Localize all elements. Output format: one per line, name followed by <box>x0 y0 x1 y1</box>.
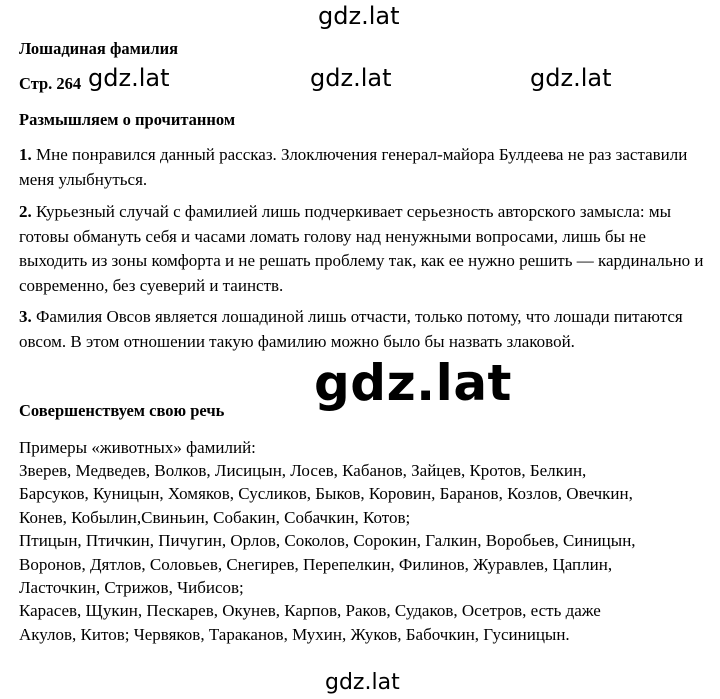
examples-line: Зверев, Медведев, Волков, Лисицын, Лосев, Кабанов, Зайцев, Кротов, Белкин, <box>19 461 587 480</box>
answer-2-text: Курьезный случай с фамилией лишь подчеркивает серьезность авторского замысла: мы готовы обмануть себя и часами ломать голову над ненужными вопросами, лишь бы не выходить из зоны комфорта и не решать проблему так, как ее нужно решить — кардинально и современно, без суеверий и таинств. <box>19 202 704 295</box>
examples-line: Ласточкин, Стрижов, Чибисов; <box>19 578 244 598</box>
examples-line: Барсуков, Куницын, Хомяков, Сусликов, Быков, Коровин, Баранов, Козлов, Овечкин, <box>19 484 633 504</box>
examples-line: Конев, Кобылин,Свиньин, Собакин, Собачкин, Котов; <box>19 507 411 527</box>
examples-list <box>19 459 719 646</box>
examples-line: Карасев, Щукин, Пескарев, Окунев, Карпов, Раков, Судаков, Осетров, есть даже <box>19 601 601 621</box>
examples-line: Воронов, Дятлов, Соловьев, Снегирев, Перепелкин, Филинов, Журавлев, Цаплин, <box>19 554 613 574</box>
answer-2-number: 2. <box>19 202 32 221</box>
answer-1 <box>19 143 709 192</box>
examples-line: Акулов, Китов; Червяков, Тараканов, Мухин, Жуков, Бабочкин, Гусиницын. <box>19 624 570 644</box>
section-heading-improve: Совершенствуем свою речь <box>19 401 225 420</box>
examples-line: Птицын, Птичкин, Пичугин, Орлов, Соколов, Сорокин, Галкин, Воробьев, Синицын, <box>19 531 636 551</box>
watermark-large: gdz.lat <box>314 354 512 412</box>
watermark-row-a: gdz.lat <box>88 64 170 92</box>
watermark-bottom: gdz.lat <box>325 670 400 695</box>
answer-1-number: 1. <box>19 145 32 164</box>
answer-3-number: 3. <box>19 307 32 326</box>
answer-1-text: Мне понравился данный рассказ. Злоключения генерал-майора Булдеева не раз заставили меня улыбнуться. <box>19 145 688 189</box>
watermark-row-b: gdz.lat <box>310 64 392 92</box>
watermark-top: gdz.lat <box>318 2 400 30</box>
watermark-row-c: gdz.lat <box>530 64 612 92</box>
section-heading-reflect: Размышляем о прочитанном <box>19 110 236 129</box>
page-number: Стр. 264 <box>19 74 82 93</box>
answer-3 <box>19 305 709 354</box>
examples-label: Примеры «животных» фамилий: <box>19 438 256 457</box>
answer-3-text: Фамилия Овсов является лошадиной лишь отчасти, только потому, что лошади питаются овсом. В этом отношении такую фамилию можно было бы назвать злаковой. <box>19 307 683 351</box>
answer-2 <box>19 200 709 298</box>
document-title: Лошадиная фамилия <box>19 39 179 58</box>
